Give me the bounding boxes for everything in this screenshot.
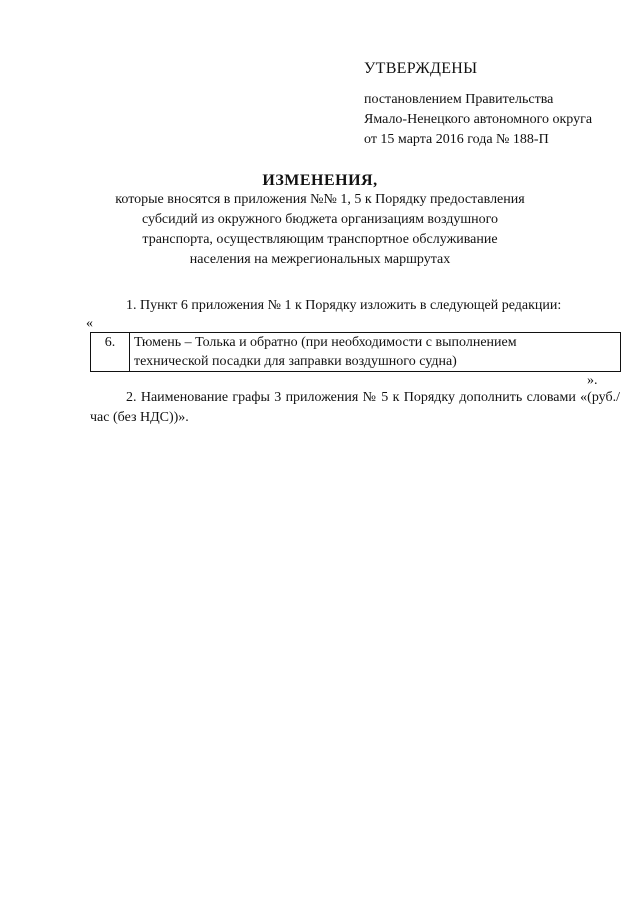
title-line-1: которые вносятся в приложения №№ 1, 5 к Порядку предоставления [115, 192, 525, 207]
title-line-4: населения на межрегиональных маршрутах [189, 252, 451, 267]
item-1-text: 1. Пункт 6 приложения № 1 к Порядку изложить в следующей редакции: [126, 298, 562, 313]
opening-quote: « [86, 316, 93, 331]
closing-quote: ». [587, 373, 598, 388]
approval-line-2: Ямало-Ненецкого автономного округа [364, 112, 593, 127]
document-title: ИЗМЕНЕНИЯ, [262, 172, 378, 189]
document-title-block [0, 172, 640, 270]
route-number: 6. [91, 333, 130, 372]
route-line-1: Тюмень – Толька и обратно (при необходимости с выполнением [134, 335, 517, 350]
approval-heading: УТВЕРЖДЕНЫ [364, 60, 478, 77]
route-description [130, 333, 621, 372]
title-line-2: субсидий из окружного бюджета организациям воздушного [141, 212, 499, 227]
table-row [91, 333, 621, 372]
approval-line-1: постановлением Правительства [364, 92, 554, 107]
approval-stamp [364, 60, 614, 150]
route-table [90, 332, 621, 372]
route-line-2: технической посадки для заправки воздушного судна) [134, 354, 457, 369]
title-line-3: транспорта, осуществляющим транспортное обслуживание [142, 232, 498, 247]
item-2-text: 2. Наименование графы 3 приложения № 5 к Порядку дополнить словами «(руб./час (без НДС))». [90, 390, 620, 425]
approval-line-3: от 15 марта 2016 года № 188-П [364, 132, 549, 147]
